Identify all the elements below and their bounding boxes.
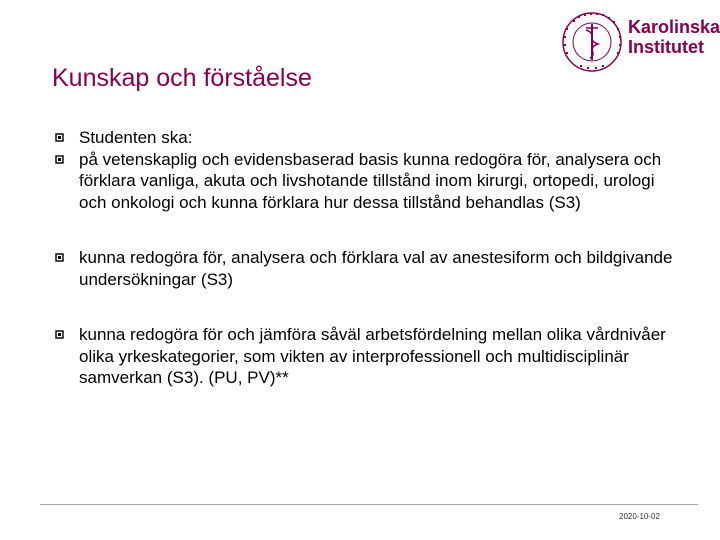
- logo-line-1: Karolinska: [628, 17, 720, 37]
- square-bullet-icon: [55, 133, 64, 142]
- square-bullet-icon: [55, 330, 64, 339]
- slide-date: 2020-10-02: [619, 512, 660, 521]
- bullet-text: Studenten ska:: [79, 128, 193, 147]
- bullet-text: kunna redogöra för, analysera och förklara val av anestesiform och bildgivande undersökningar (S3): [79, 248, 673, 289]
- bullet-item: [55, 247, 675, 290]
- slide-title: Kunskap och förståelse: [52, 64, 312, 92]
- logo-wordmark: [628, 17, 720, 57]
- square-bullet-icon: [55, 155, 64, 164]
- logo-line-2: Institutet: [628, 37, 704, 57]
- square-bullet-icon: [55, 253, 64, 262]
- bullet-text: kunna redogöra för och jämföra såväl arbetsfördelning mellan olika vårdnivåer olika yrkeskategorier, som vikten av interprofessionell och multidisciplinär samverkan (S3). (PU, PV)**: [79, 325, 666, 387]
- karolinska-logo: [560, 8, 720, 74]
- bullet-list: [55, 127, 675, 389]
- footer-divider: [40, 504, 698, 505]
- bullet-item: [55, 324, 675, 389]
- bullet-item: [55, 149, 675, 214]
- ki-seal-icon: [560, 10, 624, 74]
- bullet-text: på vetenskaplig och evidensbaserad basis kunna redogöra för, analysera och förklara vanliga, akuta och livshotande tillstånd inom kirurgi, ortopedi, urologi och onkologi och kunna förklara hur dessa tillstånd behandlas (S3): [79, 149, 662, 212]
- bullet-item: [55, 127, 675, 149]
